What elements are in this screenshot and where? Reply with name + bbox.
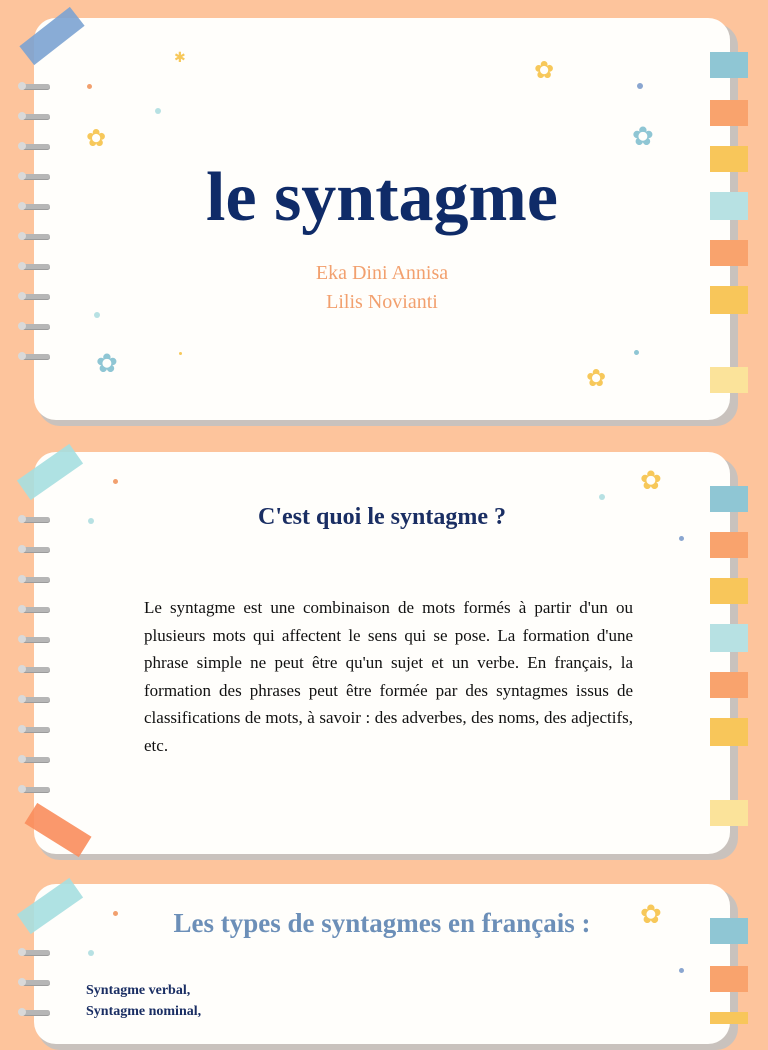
- spiral-ring: [22, 234, 50, 239]
- flower-icon: ✿: [640, 466, 662, 496]
- index-tab: [710, 240, 748, 266]
- index-tab: [710, 52, 748, 78]
- dot-decoration: [155, 108, 161, 114]
- dot-decoration: [637, 83, 643, 89]
- definition-paragraph: Le syntagme est une combinaison de mots formés à partir d'un ou plusieurs mots qui affectent le sens qui se pose. La formation d'une phrase simple ne peut être qu'un sujet et un verbe. En français, la formation des phrases peut être formée par des syntagmes issus de classifications de mots, à savoir : des adverbes, des noms, des adjectifs, etc.: [144, 598, 633, 755]
- spiral-ring: [22, 114, 50, 119]
- star-icon: ✱: [174, 50, 186, 66]
- flower-icon: ✿: [632, 122, 654, 152]
- list-item: Syntagme verbal,: [86, 983, 191, 998]
- slide-title: [0, 18, 768, 420]
- slide-card: [34, 18, 730, 420]
- spiral-ring: [22, 577, 50, 582]
- dot-decoration: [679, 968, 684, 973]
- spiral-ring: [22, 354, 50, 359]
- spiral-ring: [22, 84, 50, 89]
- author-name-2: Lilis Novianti: [326, 291, 438, 313]
- index-tab: [710, 100, 748, 126]
- spiral-ring: [22, 980, 50, 985]
- dot-decoration: [599, 494, 605, 500]
- index-tab: [710, 800, 748, 826]
- index-tab: [710, 486, 748, 512]
- index-tab: [710, 578, 748, 604]
- dot-decoration: [88, 950, 94, 956]
- heading-text: Les types de syntagmes en français :: [173, 908, 591, 938]
- slide-types: [0, 884, 768, 1044]
- spiral-ring: [22, 787, 50, 792]
- dot-decoration: [87, 84, 92, 89]
- spiral-ring: [22, 144, 50, 149]
- index-tab: [710, 672, 748, 698]
- section-heading: C'est quoi le syntagme ?: [258, 504, 506, 530]
- spiral-ring: [22, 950, 50, 955]
- dot-decoration: [679, 536, 684, 541]
- index-tab: [710, 718, 748, 746]
- spiral-ring: [22, 547, 50, 552]
- dot-decoration: [113, 911, 118, 916]
- flower-icon: ✿: [534, 56, 555, 84]
- dot-decoration: [113, 479, 118, 484]
- spiral-ring: [22, 607, 50, 612]
- flower-icon: ✿: [640, 900, 662, 930]
- dot-decoration: [634, 350, 639, 355]
- spiral-ring: [22, 174, 50, 179]
- index-tab: [710, 966, 748, 992]
- index-tab: [710, 192, 748, 220]
- spiral-ring: [22, 294, 50, 299]
- dot-decoration: [94, 312, 100, 318]
- spiral-ring: [22, 757, 50, 762]
- slide-card: [34, 884, 730, 1044]
- spiral-ring: [22, 324, 50, 329]
- slide-card: [34, 452, 730, 854]
- spiral-ring: [22, 517, 50, 522]
- index-tab: [710, 1012, 748, 1024]
- flower-icon: ✿: [96, 349, 118, 379]
- author-name-1: Eka Dini Annisa: [315, 262, 449, 284]
- index-tab: [710, 532, 748, 558]
- spiral-ring: [22, 1010, 50, 1015]
- flower-icon: ✿: [86, 124, 107, 152]
- spiral-ring: [22, 697, 50, 702]
- spiral-ring: [22, 667, 50, 672]
- presentation-title: le syntagme: [206, 159, 558, 236]
- spiral-ring: [22, 637, 50, 642]
- slide-definition: [0, 452, 768, 854]
- dot-decoration: [179, 352, 182, 355]
- index-tab: [710, 286, 748, 314]
- index-tab: [710, 367, 748, 393]
- flower-icon: ✿: [586, 364, 607, 392]
- section-heading: [34, 908, 730, 939]
- spiral-ring: [22, 264, 50, 269]
- types-list: [86, 980, 201, 1022]
- index-tab: [710, 624, 748, 652]
- spiral-ring: [22, 727, 50, 732]
- list-item: Syntagme nominal,: [86, 1004, 202, 1019]
- spiral-ring: [22, 204, 50, 209]
- index-tab: [710, 918, 748, 944]
- dot-decoration: [88, 518, 94, 524]
- index-tab: [710, 146, 748, 172]
